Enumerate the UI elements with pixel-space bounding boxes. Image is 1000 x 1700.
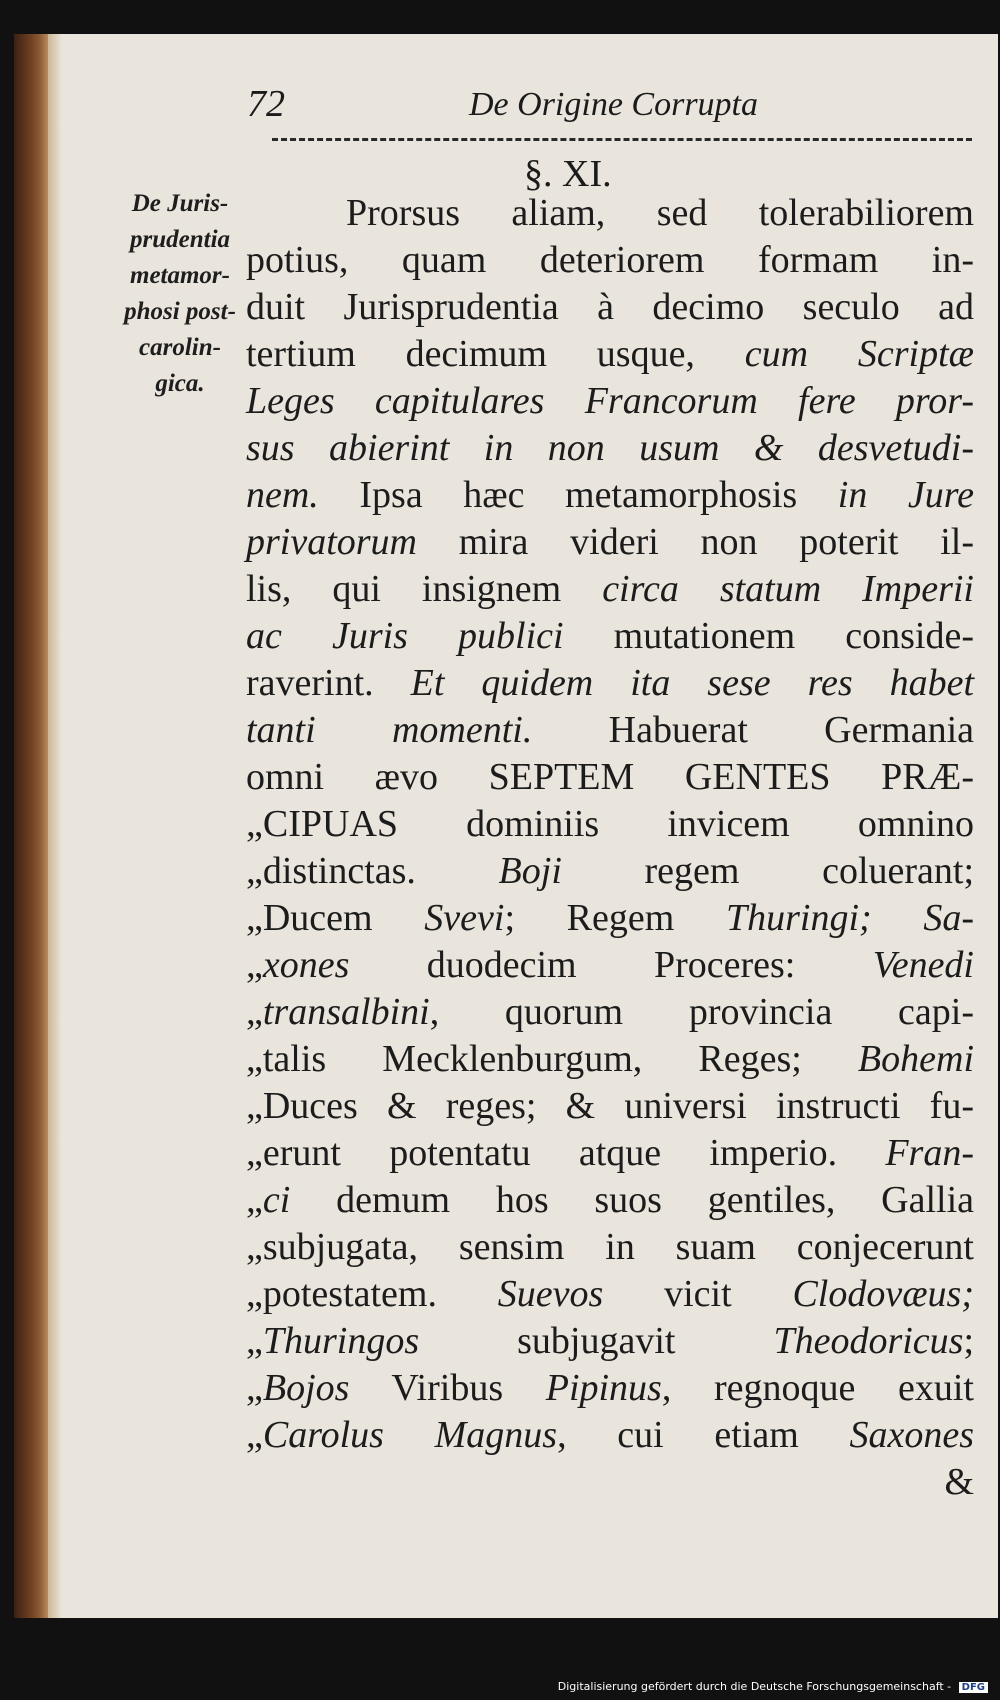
roman-text: Ipsa hæc metamorphosis <box>318 474 838 516</box>
roman-text: „potestatem. <box>246 1273 498 1315</box>
roman-text: „erunt potentatu atque imperio. <box>246 1132 886 1174</box>
roman-text: „Ducem <box>246 897 425 939</box>
marginal-note-line: prudentia <box>129 226 231 253</box>
text-line <box>246 613 974 660</box>
marginal-note-line: phosi post- <box>124 298 236 325</box>
roman-text: „ <box>246 944 263 986</box>
text-line <box>246 801 974 848</box>
text-line <box>246 754 974 801</box>
italic-text: cum Scriptæ <box>744 333 974 375</box>
header-rule <box>272 138 972 141</box>
italic-text: Svevi <box>424 897 505 939</box>
roman-text: & <box>944 1461 974 1503</box>
text-line <box>246 1224 974 1271</box>
roman-text: „CIPUAS dominiis invicem omnino <box>246 803 974 845</box>
marginal-note-line: metamor- <box>130 262 230 289</box>
text-line <box>246 1459 974 1506</box>
italic-text: Thuringos <box>262 1320 420 1362</box>
text-line <box>246 237 974 284</box>
text-line <box>246 1036 974 1083</box>
roman-text: regem coluerant; <box>561 850 975 892</box>
italic-text: Saxones <box>849 1414 974 1456</box>
roman-text: „subjugata, sensim in suam conjecerunt <box>246 1226 974 1268</box>
text-line <box>246 425 974 472</box>
italic-text: in Jure <box>837 474 974 516</box>
roman-text: tertium decimum usque, <box>246 333 745 375</box>
text-line <box>246 284 974 331</box>
roman-text: vicit <box>603 1273 793 1315</box>
text-line <box>246 566 974 613</box>
italic-text: nem. <box>246 474 319 516</box>
text-line <box>246 378 974 425</box>
italic-text: transalbini <box>262 991 430 1033</box>
text-line <box>246 1271 974 1318</box>
roman-text: „ <box>246 1179 263 1221</box>
text-line <box>246 942 974 989</box>
italic-text: xones <box>262 944 350 986</box>
marginal-note-line: De Juris- <box>131 190 229 217</box>
text-line <box>246 190 974 237</box>
italic-text: ci <box>262 1179 291 1221</box>
book-spine <box>14 34 48 1618</box>
italic-text: Leges capitulares Francorum fere pror- <box>246 380 974 422</box>
text-line <box>246 660 974 707</box>
italic-text: Pipinus <box>545 1367 662 1409</box>
text-line <box>246 989 974 1036</box>
text-line <box>246 1177 974 1224</box>
text-line <box>246 331 974 378</box>
text-line <box>246 848 974 895</box>
roman-text: mutationem conside- <box>563 615 974 657</box>
roman-text: Habuerat Germania <box>532 709 974 751</box>
italic-text: Bohemi <box>857 1038 974 1080</box>
roman-text: ; <box>963 1320 974 1362</box>
dfg-logo: DFG <box>959 1682 988 1693</box>
italic-text: sus abierint in non usum & desvetudi- <box>246 427 974 469</box>
marginal-note-line: carolin- <box>139 334 221 361</box>
text-line <box>246 1412 974 1459</box>
page-header <box>247 82 987 126</box>
running-title: De Origine Corrupta <box>469 86 758 123</box>
roman-text: omni ævo SEPTEM GENTES PRÆ- <box>246 756 974 798</box>
text-line <box>246 707 974 754</box>
text-line <box>246 1318 974 1365</box>
roman-text: subjugavit <box>419 1320 774 1362</box>
roman-text: „Duces & reges; & universi instructi fu- <box>246 1085 974 1127</box>
italic-text: Bojos <box>262 1367 350 1409</box>
italic-text: ac Juris publici <box>246 615 564 657</box>
italic-text: Carolus Magnus <box>262 1414 558 1456</box>
roman-text: Viribus <box>349 1367 546 1409</box>
roman-text: „ <box>246 991 263 1033</box>
roman-text: lis, qui insignem <box>246 568 603 610</box>
text-line <box>246 895 974 942</box>
roman-text: „ <box>246 1320 263 1362</box>
roman-text: demum hos suos gentiles, Gallia <box>290 1179 974 1221</box>
page-gutter <box>48 34 62 1618</box>
roman-text: duodecim Proceres: <box>349 944 873 986</box>
roman-text: , cui etiam <box>557 1414 850 1456</box>
roman-text: „distinctas. <box>246 850 499 892</box>
italic-text: Et quidem ita sese res habet <box>410 662 975 704</box>
roman-text: „ <box>246 1367 263 1409</box>
roman-text: raverint. <box>246 662 411 704</box>
roman-text: „talis Mecklenburgum, Reges; <box>246 1038 858 1080</box>
italic-text: Venedi <box>872 944 974 986</box>
italic-text: Clodovæus; <box>792 1273 974 1315</box>
italic-text: Fran- <box>885 1132 974 1174</box>
roman-text: mira videri non poterit il- <box>417 521 974 563</box>
section-heading: §. XI. <box>524 153 612 195</box>
text-line <box>246 1365 974 1412</box>
text-line <box>246 1130 974 1177</box>
italic-text: privatorum <box>246 521 417 563</box>
italic-text: Thuringi; Sa- <box>725 897 974 939</box>
marginal-note <box>110 186 250 402</box>
roman-text: duit Jurisprudentia à decimo seculo ad <box>246 286 974 328</box>
roman-text: potius, quam deteriorem formam in- <box>246 239 974 281</box>
book-page <box>14 34 998 1618</box>
roman-text: , regnoque exuit <box>661 1367 974 1409</box>
text-line <box>246 1083 974 1130</box>
roman-text: , quorum provincia capi- <box>429 991 974 1033</box>
roman-text: „ <box>246 1414 263 1456</box>
digitization-credit <box>0 1680 1000 1693</box>
italic-text: Theodoricus <box>773 1320 964 1362</box>
credit-text: Digitalisierung gefördert durch die Deutsche Forschungsgemeinschaft - <box>557 1680 952 1693</box>
marginal-note-line: gica. <box>155 370 205 397</box>
italic-text: tanti momenti. <box>246 709 533 751</box>
text-line <box>246 472 974 519</box>
italic-text: Suevos <box>497 1273 604 1315</box>
italic-text: Boji <box>498 850 562 892</box>
page-number: 72 <box>247 83 285 125</box>
roman-text: ; Regem <box>504 897 726 939</box>
text-line <box>246 519 974 566</box>
roman-text: Prorsus aliam, sed tolerabiliorem <box>346 192 974 234</box>
body-text <box>246 190 974 1506</box>
italic-text: circa statum Imperii <box>602 568 974 610</box>
